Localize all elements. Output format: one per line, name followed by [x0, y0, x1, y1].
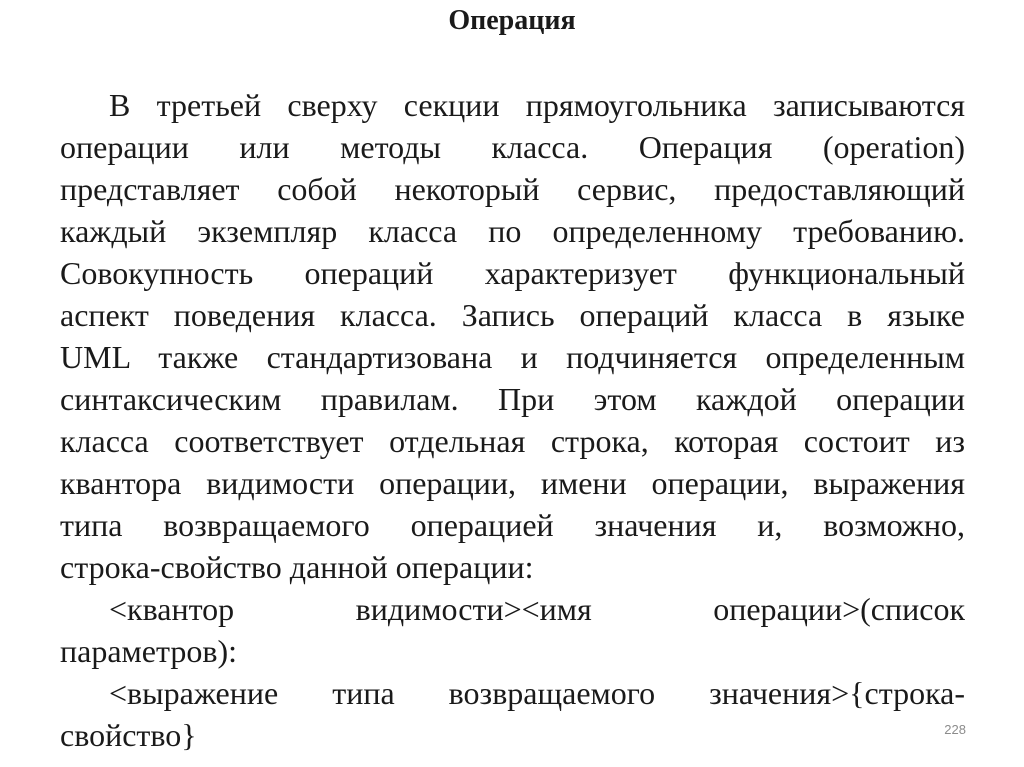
text-line: В третьей сверху секции прямоугольника записываются: [109, 87, 965, 123]
page-number: 228: [944, 722, 966, 737]
text-line: UML также стандартизована и подчиняется определенным: [60, 339, 965, 375]
text-line: <выражение типа возвращаемого значения>{строка-: [109, 675, 965, 711]
text-line: представляет собой некоторый сервис, предоставляющий: [60, 171, 965, 207]
text-line: параметров):: [60, 633, 238, 669]
text-line: свойство}: [60, 717, 197, 753]
slide-title: Операция: [448, 5, 576, 36]
text-line: <квантор видимости><имя операции>(список: [109, 591, 965, 627]
text-line: синтаксическим правилам. При этом каждой операции: [60, 381, 965, 417]
text-line: класса соответствует отдельная строка, которая состоит из: [60, 423, 965, 459]
text-line: аспект поведения класса. Запись операций класса в языке: [60, 297, 965, 333]
text-line: строка-свойство данной операции:: [60, 549, 534, 585]
text-line: квантора видимости операции, имени операции, выражения: [60, 465, 965, 501]
text-line: типа возвращаемого операцией значения и, возможно,: [60, 507, 965, 543]
text-line: Совокупность операций характеризует функциональный: [60, 255, 965, 291]
text-line: каждый экземпляр класса по определенному требованию.: [60, 213, 965, 249]
text-line: операции или методы класса. Операция (operation): [60, 129, 965, 165]
